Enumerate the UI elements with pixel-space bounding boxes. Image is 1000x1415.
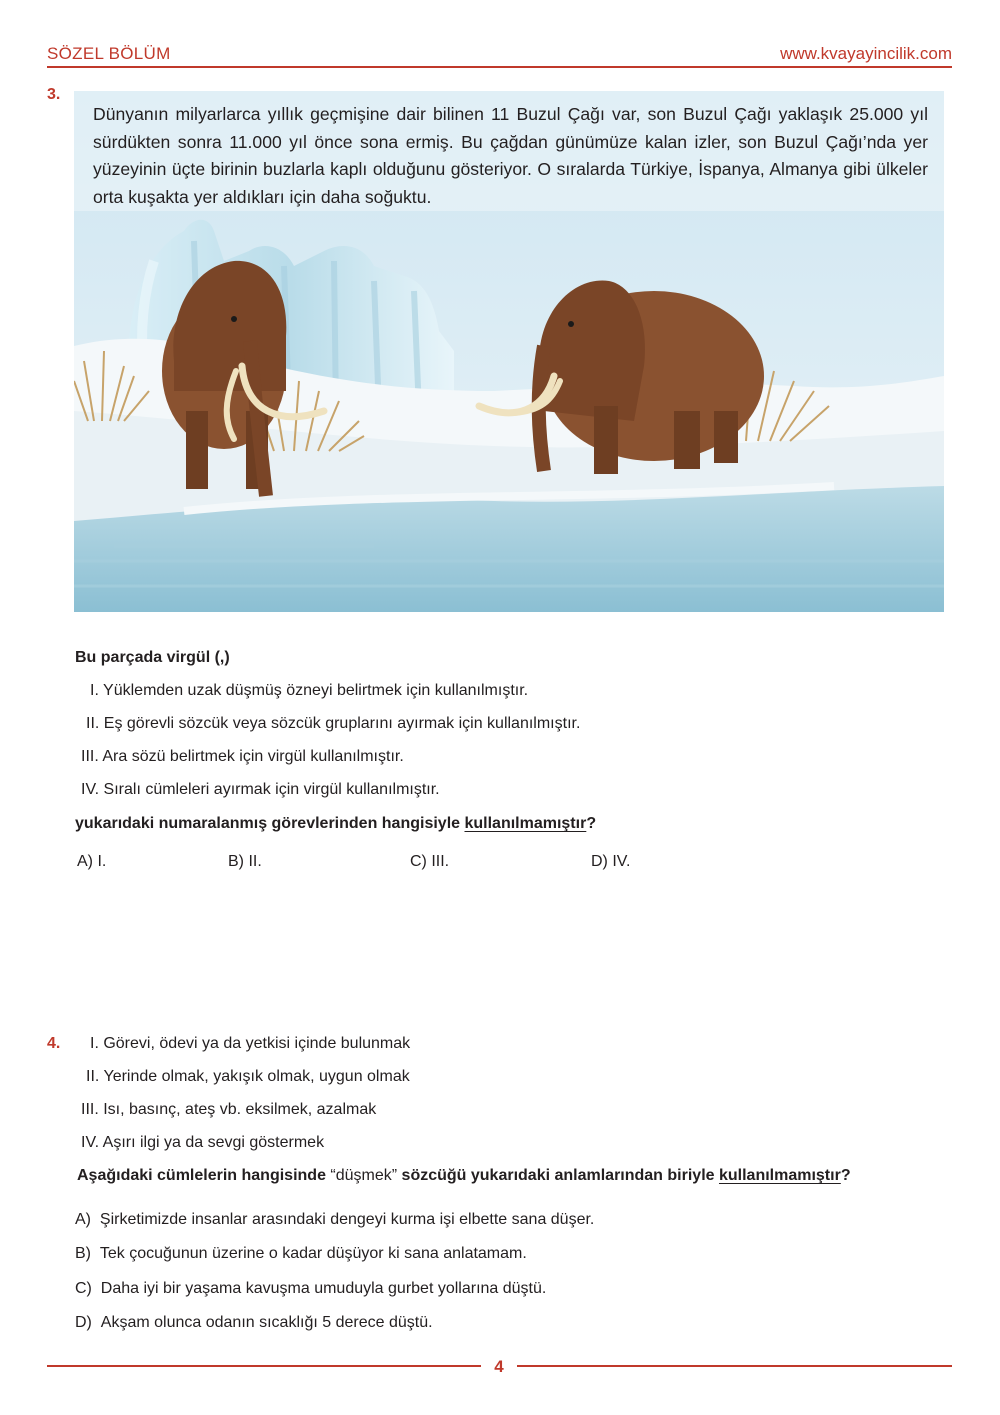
q3-option-a[interactable]: A) I. [77,853,107,870]
q4-option-d-letter: D) [75,1314,92,1331]
q4-question-mark: ? [840,1167,851,1184]
question-3-number: 3. [47,86,61,103]
q4-option-c-letter: C) [75,1280,92,1297]
q4-question [77,1167,851,1185]
header-divider [47,66,952,68]
q3-option-c[interactable]: C) III. [410,853,450,870]
q3-question [75,815,596,833]
q3-question-text: yukarıdaki numaralanmış görevlerinden hangisiyle [75,815,465,832]
q4-option-d-text: Akşam olunca odanın sıcaklığı 5 derece düştü. [100,1314,433,1331]
q3-question-mark: ? [586,815,597,832]
q4-option-a-text: Şirketimizde insanlar arasındaki dengeyi kurma işi elbette sana düşer. [99,1211,595,1228]
q4-question-text-2: sözcüğü yukarıdaki anlamlarından biriyle [397,1167,719,1184]
q4-question-text-1: Aşağıdaki cümlelerin hangisinde [77,1167,331,1184]
q3-item-3: III. Ara sözü belirtmek için virgül kullanılmıştır. [81,748,404,765]
footer-divider-right [517,1365,952,1367]
q4-item-4: IV. Aşırı ilgi ya da sevgi göstermek [81,1134,325,1151]
q4-option-b[interactable] [75,1245,527,1263]
footer-divider-left [47,1365,481,1367]
q4-question-word: “düşmek” [330,1167,398,1184]
q4-option-b-text: Tek çocuğunun üzerine o kadar düşüyor ki sana anlatamam. [99,1245,527,1262]
q4-option-a-letter: A) [75,1211,91,1228]
q3-stem-intro: Bu parçada virgül (,) [75,649,230,666]
q3-question-negation: kullanılmamıştır [464,815,587,832]
q3-item-4: IV. Sıralı cümleleri ayırmak için virgül kullanılmıştır. [81,781,440,798]
q4-option-b-letter: B) [75,1245,91,1262]
q3-item-1: I. Yüklemden uzak düşmüş özneyi belirtmek için kullanılmıştır. [90,682,529,699]
q4-question-negation: kullanılmamıştır [718,1167,841,1184]
section-title: SÖZEL BÖLÜM [47,44,171,63]
q3-option-d[interactable]: D) IV. [591,853,631,870]
q4-option-a[interactable] [75,1211,594,1229]
page-number: 4 [494,1357,504,1376]
q3-item-2: II. Eş görevli sözcük veya sözcük gruplarını ayırmak için kullanılmıştır. [86,715,581,732]
q4-item-2: II. Yerinde olmak, yakışık olmak, uygun olmak [86,1068,410,1085]
publisher-website: www.kvayayincilik.com [780,44,952,63]
q4-option-d[interactable] [75,1314,433,1332]
q4-option-c[interactable] [75,1280,546,1298]
question-4-number: 4. [47,1035,61,1052]
passage-text: Dünyanın milyarlarca yıllık geçmişine dair bilinen 11 Buzul Çağı var, son Buzul Çağı yaklaşık 25.000 yıl sürdükten sonra 11.000 yıl önce sona ermiş. Bu çağdan günümüze kalan izler, son Buzul Çağı’nda yer yüzeyinin üçte birinin buzlarla kaplı olduğunu gösteriyor. O sıralarda Türkiye, İspanya, Almanya gibi ülkeler orta kuşakta yer aldıkları için daha soğuktu. [93,104,928,207]
q3-option-b[interactable]: B) II. [228,853,262,870]
q4-option-c-text: Daha iyi bir yaşama kavuşma umuduyla gurbet yollarına düştü. [100,1280,547,1297]
q4-item-3: III. Isı, basınç, ateş vb. eksilmek, azalmak [81,1101,377,1118]
q4-item-1: I. Görevi, ödevi ya da yetkisi içinde bulunmak [90,1035,411,1052]
